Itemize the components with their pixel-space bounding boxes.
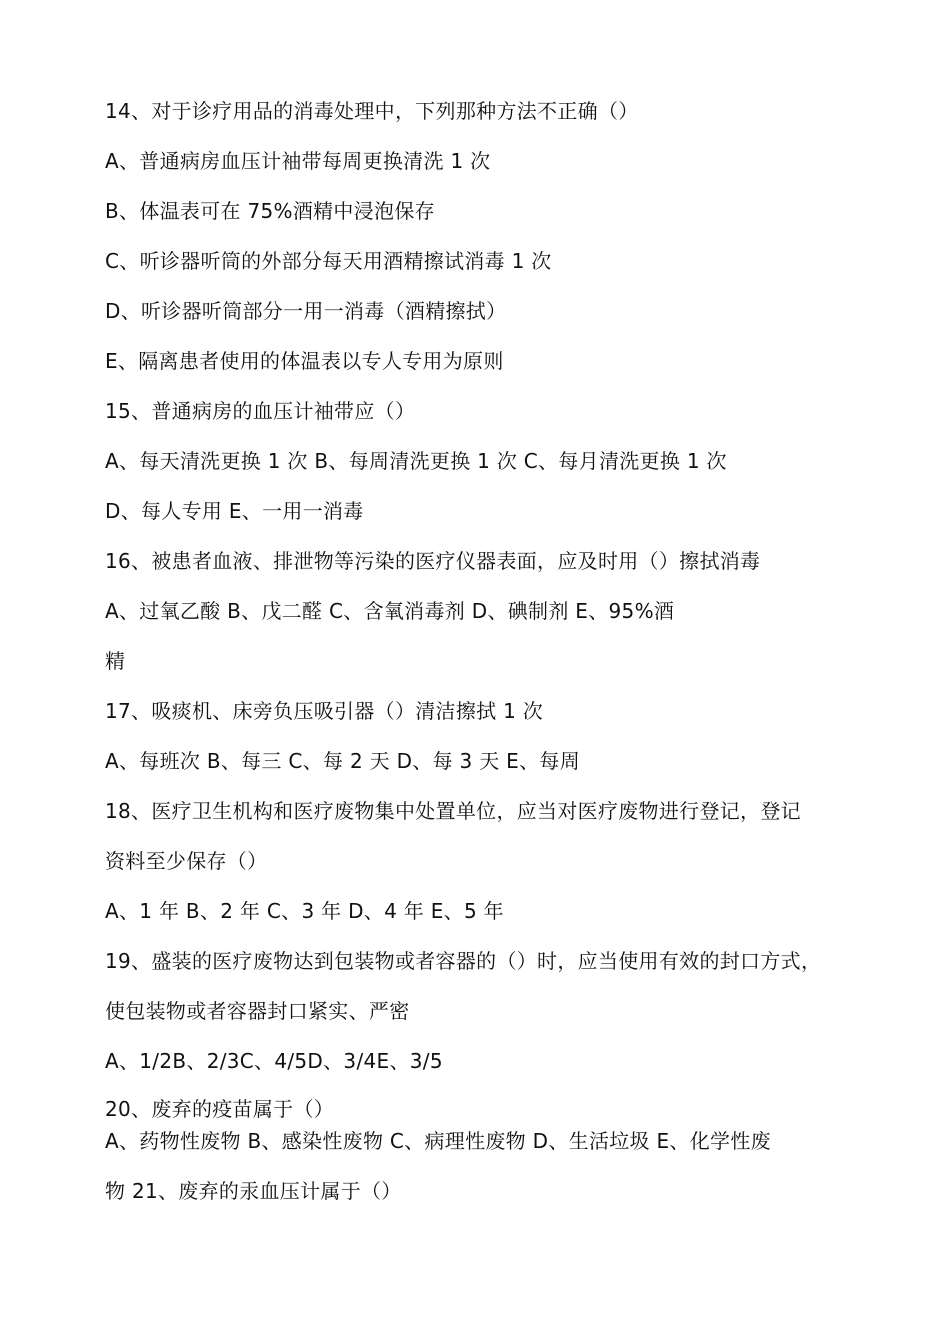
options-19: A、1/2B、2/3C、4/5D、3/4E、3/5 — [105, 1049, 443, 1073]
question-17: 17、吸痰机、床旁负压吸引器（）清洁擦拭 1 次 — [105, 699, 544, 723]
options-15-abc: A、每天清洗更换 1 次 B、每周清洗更换 1 次 C、每月清洗更换 1 次 — [105, 449, 727, 473]
options-17: A、每班次 B、每三 C、每 2 天 D、每 3 天 E、每周 — [105, 749, 581, 773]
options-18: A、1 年 B、2 年 C、3 年 D、4 年 E、5 年 — [105, 899, 504, 923]
option-14-d: D、听诊器听筒部分一用一消毒（酒精擦拭） — [105, 299, 507, 323]
question-19: 19、盛装的医疗废物达到包装物或者容器的（）时，应当使用有效的封口方式， — [105, 949, 822, 973]
option-14-b: B、体温表可在 75%酒精中浸泡保存 — [105, 199, 435, 223]
options-16: A、过氧乙酸 B、戊二醛 C、含氧消毒剂 D、碘制剂 E、95%酒 — [105, 599, 675, 623]
options-20-cont-question-21: 物 21、废弃的汞血压计属于（） — [105, 1179, 402, 1203]
options-16-cont: 精 — [105, 649, 126, 673]
question-19-cont: 使包装物或者容器封口紧实、严密 — [105, 999, 410, 1023]
question-18: 18、医疗卫生机构和医疗废物集中处置单位，应当对医疗废物进行登记，登记 — [105, 799, 801, 823]
options-15-de: D、每人专用 E、一用一消毒 — [105, 499, 364, 523]
options-20: A、药物性废物 B、感染性废物 C、病理性废物 D、生活垃圾 E、化学性废 — [105, 1129, 771, 1153]
option-14-e: E、隔离患者使用的体温表以专人专用为原则 — [105, 349, 504, 373]
question-20: 20、废弃的疫苗属于（） — [105, 1097, 335, 1121]
option-14-c: C、听诊器听筒的外部分每天用酒精擦试消毒 1 次 — [105, 249, 552, 273]
question-15: 15、普通病房的血压计袖带应（） — [105, 399, 416, 423]
option-14-a: A、普通病房血压计袖带每周更换清洗 1 次 — [105, 149, 491, 173]
question-14: 14、对于诊疗用品的消毒处理中，下列那种方法不正确（） — [105, 99, 639, 123]
question-16: 16、被患者血液、排泄物等污染的医疗仪器表面，应及时用（）擦拭消毒 — [105, 549, 761, 573]
question-18-cont: 资料至少保存（） — [105, 849, 268, 873]
